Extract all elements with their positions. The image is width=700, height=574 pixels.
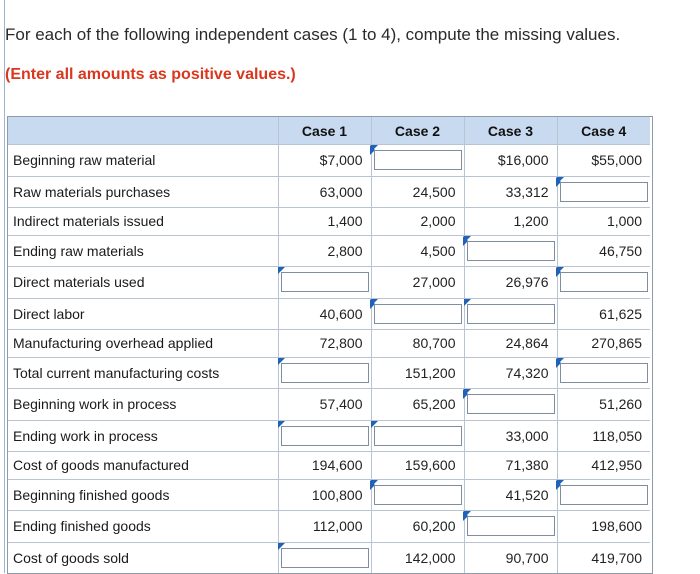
value-beginning-work-in-process-case-2: 65,200: [371, 389, 464, 421]
answer-input-total-current-manufacturing-costs-case-4[interactable]: [560, 363, 649, 383]
answer-cell: [371, 145, 464, 177]
table-row: [8, 176, 650, 208]
value-ending-work-in-process-case-3: 33,000: [464, 420, 557, 452]
table-body: [8, 145, 650, 574]
answer-input-beginning-raw-material-case-2[interactable]: [374, 150, 462, 170]
value-beginning-raw-material-case-1: $7,000: [278, 145, 371, 177]
answer-cell: [371, 298, 464, 330]
value-ending-finished-goods-case-2: 60,200: [371, 511, 464, 543]
row-label-manufacturing-overhead-applied: Manufacturing overhead applied: [8, 330, 278, 358]
value-manufacturing-overhead-applied-case-3: 24,864: [464, 330, 557, 358]
input-corner-marker-icon: [557, 480, 564, 487]
value-cost-of-goods-manufactured-case-1: 194,600: [278, 452, 371, 480]
value-beginning-raw-material-case-4: $55,000: [557, 145, 650, 177]
row-label-ending-finished-goods: Ending finished goods: [8, 511, 278, 543]
answer-input-total-current-manufacturing-costs-case-1[interactable]: [281, 363, 369, 383]
left-border-rule: [4, 0, 5, 573]
input-corner-marker-icon: [371, 480, 378, 487]
row-label-beginning-work-in-process: Beginning work in process: [8, 389, 278, 421]
answer-cell: [371, 479, 464, 511]
value-cost-of-goods-manufactured-case-4: 412,950: [557, 452, 650, 480]
value-ending-finished-goods-case-4: 198,600: [557, 511, 650, 543]
value-direct-materials-used-case-3: 26,976: [464, 267, 557, 299]
answer-input-beginning-work-in-process-case-3[interactable]: [467, 394, 555, 414]
answer-cell: [464, 298, 557, 330]
answer-input-cost-of-goods-sold-case-1[interactable]: [281, 548, 369, 568]
positive-values-note: (Enter all amounts as positive values.): [5, 66, 296, 83]
input-corner-marker-icon: [278, 267, 285, 274]
answer-cell: [464, 511, 557, 543]
table-row: [8, 145, 650, 177]
table-row: [8, 330, 650, 358]
row-label-cost-of-goods-manufactured: Cost of goods manufactured: [8, 452, 278, 480]
answer-input-ending-work-in-process-case-1[interactable]: [281, 426, 369, 446]
value-indirect-materials-issued-case-1: 1,400: [278, 208, 371, 236]
value-beginning-finished-goods-case-1: 100,800: [278, 479, 371, 511]
answer-cell: [464, 389, 557, 421]
value-direct-materials-used-case-2: 27,000: [371, 267, 464, 299]
value-cost-of-goods-manufactured-case-3: 71,380: [464, 452, 557, 480]
value-manufacturing-overhead-applied-case-1: 72,800: [278, 330, 371, 358]
table-row: [8, 208, 650, 236]
value-indirect-materials-issued-case-3: 1,200: [464, 208, 557, 236]
value-ending-raw-materials-case-2: 4,500: [371, 235, 464, 267]
value-ending-work-in-process-case-4: 118,050: [557, 420, 650, 452]
value-ending-raw-materials-case-1: 2,800: [278, 235, 371, 267]
value-cost-of-goods-manufactured-case-2: 159,600: [371, 452, 464, 480]
row-label-direct-labor: Direct labor: [8, 298, 278, 330]
row-label-beginning-raw-material: Beginning raw material: [8, 145, 278, 177]
table-row: [8, 357, 650, 389]
input-corner-marker-icon: [371, 145, 378, 152]
value-raw-materials-purchases-case-3: 33,312: [464, 176, 557, 208]
input-corner-marker-icon: [464, 236, 471, 243]
value-cost-of-goods-sold-case-4: 419,700: [557, 542, 650, 573]
row-label-direct-materials-used: Direct materials used: [8, 267, 278, 299]
answer-cell: [464, 235, 557, 267]
row-label-cost-of-goods-sold: Cost of goods sold: [8, 542, 278, 573]
row-label-ending-raw-materials: Ending raw materials: [8, 235, 278, 267]
value-beginning-finished-goods-case-3: 41,520: [464, 479, 557, 511]
instructions-text: For each of the following independent cases (1 to 4), compute the missing values.: [5, 25, 621, 44]
value-beginning-work-in-process-case-4: 51,260: [557, 389, 650, 421]
table-row: [8, 235, 650, 267]
header-case-3: Case 3: [464, 117, 557, 145]
answer-cell: [557, 267, 650, 299]
cases-table-container: [7, 116, 653, 574]
row-label-beginning-finished-goods: Beginning finished goods: [8, 479, 278, 511]
value-indirect-materials-issued-case-4: 1,000: [557, 208, 650, 236]
answer-cell: [557, 176, 650, 208]
header-label-blank: [8, 117, 278, 145]
input-corner-marker-icon: [371, 421, 378, 428]
value-ending-raw-materials-case-4: 46,750: [557, 235, 650, 267]
value-direct-labor-case-4: 61,625: [557, 298, 650, 330]
answer-input-beginning-finished-goods-case-2[interactable]: [374, 485, 462, 505]
input-corner-marker-icon: [557, 177, 564, 184]
answer-cell: [278, 267, 371, 299]
value-ending-finished-goods-case-1: 112,000: [278, 511, 371, 543]
answer-input-ending-raw-materials-case-3[interactable]: [467, 241, 555, 261]
table-row: [8, 267, 650, 299]
input-corner-marker-icon: [557, 358, 564, 365]
input-corner-marker-icon: [464, 389, 471, 396]
answer-input-ending-finished-goods-case-3[interactable]: [467, 516, 555, 536]
row-label-total-current-manufacturing-costs: Total current manufacturing costs: [8, 357, 278, 389]
value-beginning-raw-material-case-3: $16,000: [464, 145, 557, 177]
answer-cell: [278, 420, 371, 452]
table-row: [8, 452, 650, 480]
answer-input-beginning-finished-goods-case-4[interactable]: [560, 485, 649, 505]
value-cost-of-goods-sold-case-2: 142,000: [371, 542, 464, 573]
answer-cell: [557, 357, 650, 389]
answer-input-direct-materials-used-case-1[interactable]: [281, 272, 369, 292]
input-corner-marker-icon: [464, 511, 471, 518]
table-row: [8, 542, 650, 573]
header-case-1: Case 1: [278, 117, 371, 145]
row-label-ending-work-in-process: Ending work in process: [8, 420, 278, 452]
value-total-current-manufacturing-costs-case-3: 74,320: [464, 357, 557, 389]
answer-cell: [371, 420, 464, 452]
cases-table: [8, 117, 650, 573]
table-row: [8, 511, 650, 543]
answer-input-direct-labor-case-3[interactable]: [467, 304, 555, 324]
answer-cell: [557, 479, 650, 511]
input-corner-marker-icon: [464, 299, 471, 306]
input-corner-marker-icon: [278, 421, 285, 428]
input-corner-marker-icon: [371, 299, 378, 306]
row-label-indirect-materials-issued: Indirect materials issued: [8, 208, 278, 236]
input-corner-marker-icon: [278, 543, 285, 550]
answer-input-raw-materials-purchases-case-4[interactable]: [560, 182, 649, 202]
value-raw-materials-purchases-case-2: 24,500: [371, 176, 464, 208]
value-total-current-manufacturing-costs-case-2: 151,200: [371, 357, 464, 389]
header-case-2: Case 2: [371, 117, 464, 145]
answer-input-direct-materials-used-case-4[interactable]: [560, 272, 649, 292]
row-label-raw-materials-purchases: Raw materials purchases: [8, 176, 278, 208]
value-indirect-materials-issued-case-2: 2,000: [371, 208, 464, 236]
value-beginning-work-in-process-case-1: 57,400: [278, 389, 371, 421]
input-corner-marker-icon: [557, 267, 564, 274]
value-direct-labor-case-1: 40,600: [278, 298, 371, 330]
input-corner-marker-icon: [278, 358, 285, 365]
answer-cell: [278, 542, 371, 573]
table-header-row: [8, 117, 650, 145]
value-manufacturing-overhead-applied-case-4: 270,865: [557, 330, 650, 358]
answer-cell: [278, 357, 371, 389]
value-raw-materials-purchases-case-1: 63,000: [278, 176, 371, 208]
answer-input-direct-labor-case-2[interactable]: [374, 304, 462, 324]
table-row: [8, 479, 650, 511]
value-cost-of-goods-sold-case-3: 90,700: [464, 542, 557, 573]
table-row: [8, 389, 650, 421]
table-row: [8, 420, 650, 452]
value-manufacturing-overhead-applied-case-2: 80,700: [371, 330, 464, 358]
table-row: [8, 298, 650, 330]
answer-input-ending-work-in-process-case-2[interactable]: [374, 426, 462, 446]
header-case-4: Case 4: [557, 117, 650, 145]
